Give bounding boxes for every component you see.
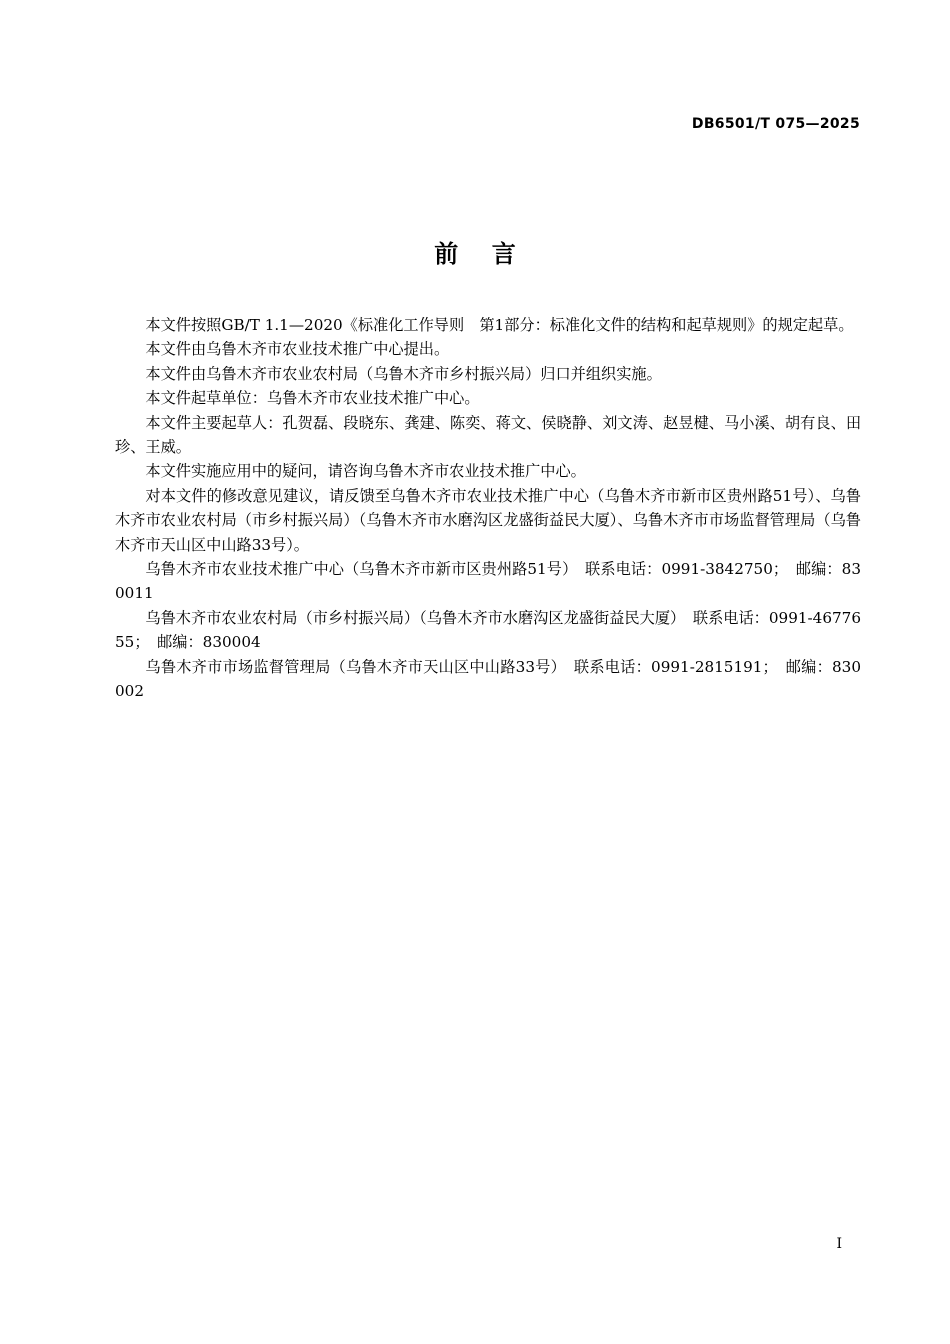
page-number: I [836,1236,842,1252]
paragraph-inquiries: 本文件实施应用中的疑问，请咨询乌鲁木齐市农业技术推广中心。 [145,462,586,481]
paragraph-drafting-rules: 本文件按照GB/T 1.1—2020《标准化工作导则 第1部分：标准化文件的结构和起草规则》的规定起草。 [145,316,854,334]
foreword-body [115,313,861,704]
contact-agri-tech-center: 乌鲁木齐市农业技术推广中心（乌鲁木齐市新市区贵州路51号） 联系电话：0991-3842750； 邮编：830011 [115,560,861,603]
paragraph-responsible-unit: 本文件由乌鲁木齐市农业农村局（乌鲁木齐市乡村振兴局）归口并组织实施。 [145,364,662,383]
contact-market-supervision: 乌鲁木齐市市场监督管理局（乌鲁木齐市天山区中山路33号） 联系电话：0991-2815191； 邮编：830002 [115,657,861,701]
paragraph-drafters: 本文件主要起草人：孔贺磊、段晓东、龚建、陈奕、蒋文、侯晓静、刘文涛、赵昱楗、马小溪、胡有良、田珍、王威。 [115,413,861,457]
contact-agri-bureau: 乌鲁木齐市农业农村局（市乡村振兴局）（乌鲁木齐市水磨沟区龙盛街益民大厦） 联系电话：0991-4677655； 邮编：830004 [115,608,861,652]
page-title: 前言 [434,240,550,268]
paragraph-feedback: 对本文件的修改意见建议，请反馈至乌鲁木齐市农业技术推广中心（乌鲁木齐市新市区贵州路51号）、乌鲁木齐市农业农村局（市乡村振兴局）（乌鲁木齐市水磨沟区龙盛街益民大厦）、乌鲁木齐市市场监督管理局（乌鲁木齐市天山区中山路33号）。 [115,486,861,554]
document-code: DB6501/T 075—2025 [691,116,860,132]
paragraph-drafting-unit: 本文件起草单位：乌鲁木齐市农业技术推广中心。 [145,389,480,408]
paragraph-proposer: 本文件由乌鲁木齐市农业技术推广中心提出。 [145,340,450,359]
